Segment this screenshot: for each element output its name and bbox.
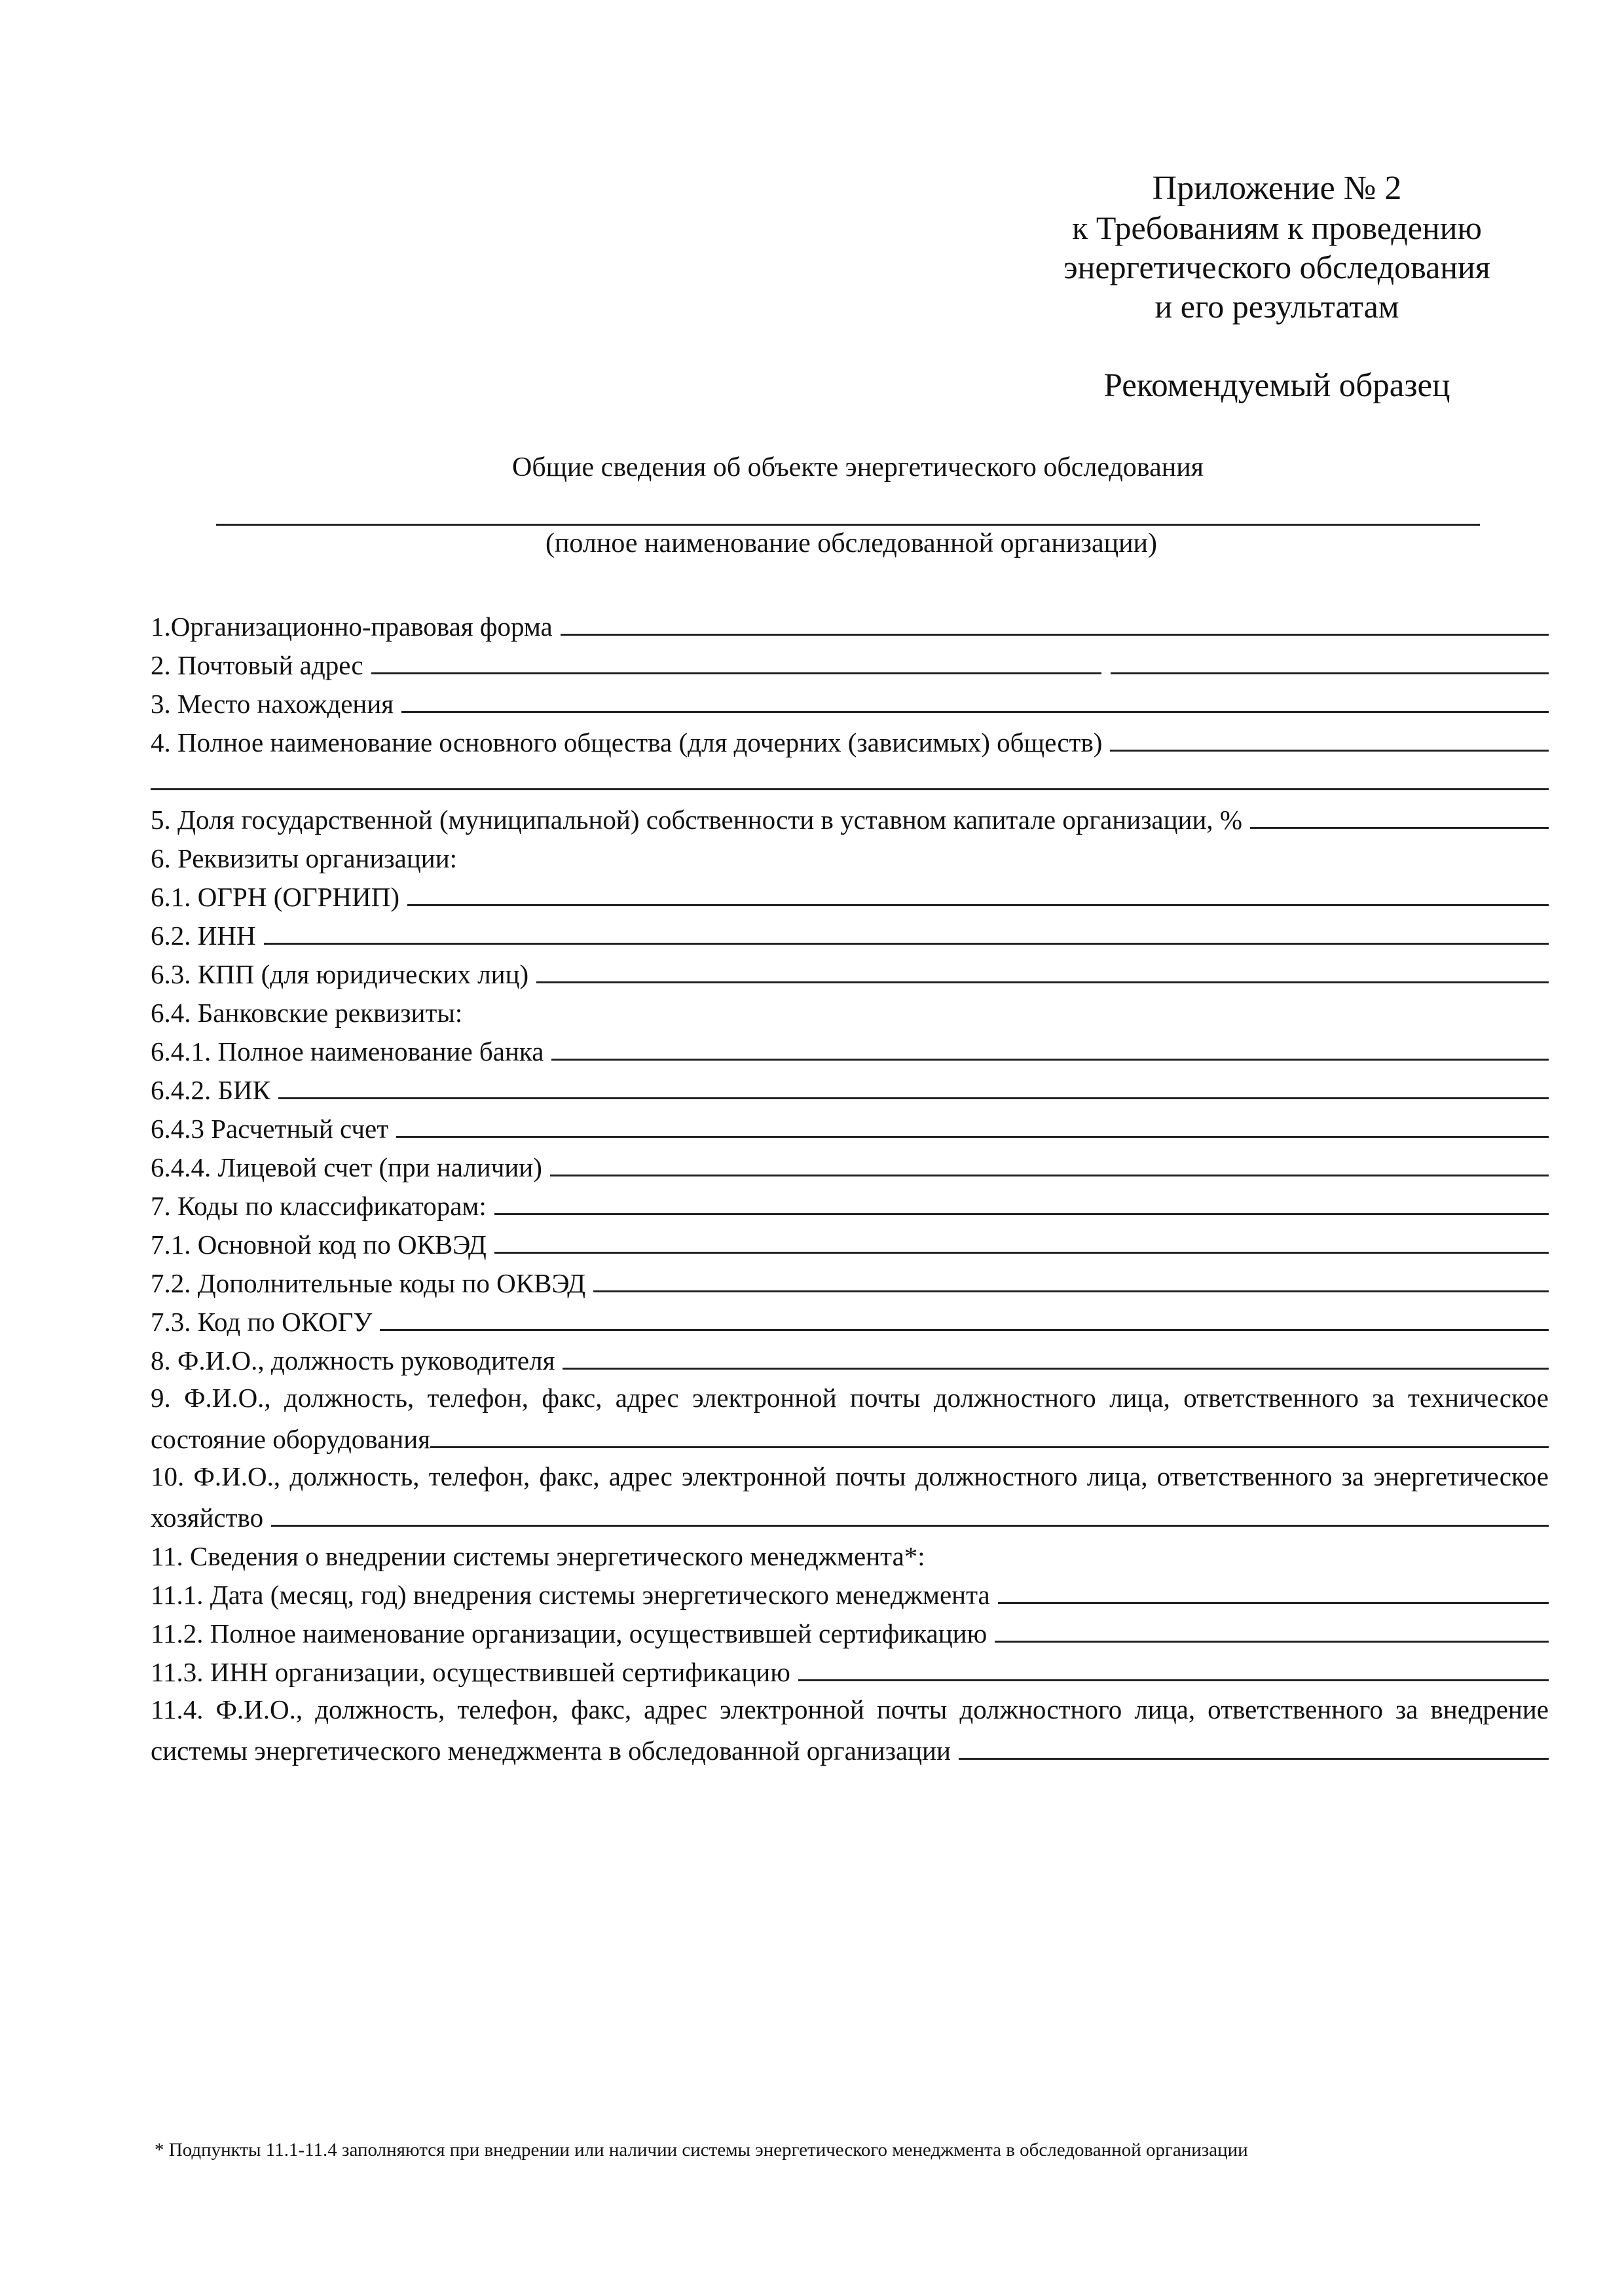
document-title: Общие сведения об объекте энергетического обследования [512,452,1204,483]
org-name-caption: (полное наименование обследованной организации) [545,528,1158,558]
appendix-header [1022,169,1532,326]
field-label: 7.1. Основной код по ОКВЭД [151,1230,487,1260]
appendix-ref-line-2: энергетического обследования [1063,249,1490,285]
bank-name-field[interactable] [551,1046,1549,1061]
field-label: 6.1. ОГРН (ОГРНИП) [151,882,399,912]
field-label: хозяйство [151,1503,264,1533]
appendix-ref-line-1: к Требованиям к проведению [1072,210,1482,246]
state-share-field[interactable] [1250,814,1549,829]
location-field[interactable] [401,698,1549,713]
field-row-personal-account [151,1144,1549,1183]
field-label: 6.4.2. БИК [151,1075,270,1105]
field-row-energy-responsible [151,1495,1549,1533]
cert-org-inn-field[interactable] [798,1666,1549,1681]
appendix-number: Приложение № 2 [1152,170,1402,207]
parent-company-field[interactable] [1110,737,1549,752]
field-row-parent-company [151,720,1549,758]
em-responsible-field[interactable] [959,1745,1549,1760]
field-label: 8. Ф.И.О., должность руководителя [151,1345,555,1376]
field-row-postal-address [151,642,1549,681]
tech-responsible-field[interactable] [430,1433,1549,1448]
director-field[interactable] [563,1355,1549,1370]
okved-main-field[interactable] [494,1239,1549,1254]
field-row-settlement-account [151,1106,1549,1144]
field-label: 7. Коды по классификаторам: [151,1191,487,1221]
field-row-okogu [151,1299,1549,1338]
section-energy-management [151,1533,1549,1572]
legal-form-field[interactable] [561,621,1549,636]
cert-org-name-field[interactable] [995,1628,1549,1643]
okogu-field[interactable] [380,1316,1549,1331]
field-label: 4. Полное наименование основного общества (для дочерних (зависимых) обществ) [151,727,1103,757]
field-row-bik [151,1067,1549,1106]
form-fields [151,604,1549,1766]
appendix-ref-line-3: и его результатам [1154,288,1399,325]
field-row-okved-extra [151,1260,1549,1299]
field-label-em-responsible: 11.4. Ф.И.О., должность, телефон, факс, адрес электронной почты должностного лица, ответственного за внедрение [151,1694,1549,1724]
inn-field[interactable] [264,930,1549,945]
field-row-tech-responsible [151,1417,1549,1455]
sample-label: Рекомендуемый образец [1103,367,1450,404]
field-row-kpp [151,951,1549,990]
classifier-codes-field[interactable] [494,1200,1549,1215]
field-label: 1.Организационно-правовая форма [151,611,553,642]
section-heading: 6.4. Банковские реквизиты: [151,998,463,1028]
field-row-ogrn [151,874,1549,913]
field-label: 5. Доля государственной (муниципальной) собственности в уставном капитале организации, % [151,805,1243,835]
em-date-field[interactable] [998,1589,1549,1604]
personal-account-field[interactable] [550,1161,1549,1176]
okved-extra-field[interactable] [593,1277,1549,1292]
field-label: 6.4.3 Расчетный счет [151,1114,389,1144]
field-row-em-responsible [151,1728,1549,1766]
field-label-tech-responsible: 9. Ф.И.О., должность, телефон, факс, адрес электронной почты должностного лица, ответственного за техническое [151,1383,1549,1413]
field-row-state-share [151,797,1549,835]
field-row-okved-main [151,1222,1549,1260]
field-row-em-date [151,1572,1549,1611]
energy-responsible-field[interactable] [271,1512,1549,1527]
parent-company-field-cont[interactable] [151,775,1549,790]
field-row-director [151,1338,1549,1376]
field-row-parent-company-cont [151,758,1549,797]
field-row-cert-org-name [151,1611,1549,1649]
field-label: 11.2. Полное наименование организации, осуществившей сертификацию [151,1618,987,1649]
section-bank-requisites [151,990,1549,1029]
footnote: * Подпункты 11.1-11.4 заполняются при внедрении или наличии системы энергетического менеджмента в обследованной организации [155,2140,1248,2160]
field-row-bank-name [151,1029,1549,1067]
field-label: 11.3. ИНН организации, осуществившей сертификацию [151,1657,790,1687]
field-label: 7.3. Код по ОКОГУ [151,1307,373,1337]
field-label: 7.2. Дополнительные коды по ОКВЭД [151,1268,586,1298]
field-row-legal-form [151,604,1549,642]
field-row-location [151,681,1549,720]
field-label: 2. Почтовый адрес [151,650,363,680]
field-row-cert-org-inn [151,1649,1549,1688]
field-label: 6.3. КПП (для юридических лиц) [151,959,529,989]
postal-address-field-extra[interactable] [1111,659,1549,674]
field-label: системы энергетического менеджмента в обследованной организации [151,1736,951,1766]
field-label: 6.4.1. Полное наименование банка [151,1036,544,1066]
section-heading: 6. Реквизиты организации: [151,843,458,873]
field-label: 6.4.4. Лицевой счет (при наличии) [151,1152,542,1182]
section-requisites [151,835,1549,874]
field-label: 11.1. Дата (месяц, год) внедрения системы энергетического менеджмента [151,1580,990,1610]
postal-address-field[interactable] [371,659,1101,674]
ogrn-field[interactable] [407,891,1549,906]
field-label: 3. Место нахождения [151,689,394,719]
field-label-energy-responsible: 10. Ф.И.О., должность, телефон, факс, адрес электронной почты должностного лица, ответственного за энергетическое [151,1461,1549,1491]
section-heading: 11. Сведения о внедрении системы энергетического менеджмента*: [151,1541,925,1571]
org-name-field[interactable] [216,524,1480,526]
field-row-inn [151,913,1549,951]
field-label: 6.2. ИНН [151,920,256,951]
settlement-account-field[interactable] [396,1123,1549,1138]
field-row-classifier-codes [151,1183,1549,1222]
kpp-field[interactable] [536,968,1549,983]
field-label: состояние оборудования [151,1424,431,1454]
bik-field[interactable] [278,1084,1549,1099]
